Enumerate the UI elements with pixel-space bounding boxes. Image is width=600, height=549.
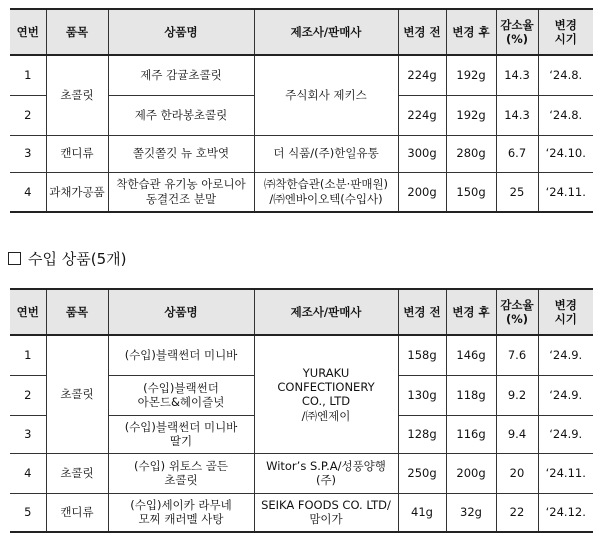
header-before: 변경 전 bbox=[398, 9, 446, 55]
section-title-text: 수입 상품(5개) bbox=[28, 250, 127, 268]
header-timing-line2: 시기 bbox=[554, 312, 577, 326]
cell-maker: 주식회사 제키스 bbox=[254, 55, 398, 135]
cell-rate: 14.3 bbox=[496, 95, 538, 135]
header-reduction bbox=[496, 289, 538, 335]
cell-maker bbox=[254, 335, 398, 453]
cell-before: 200g bbox=[398, 172, 446, 212]
cell-product-line2: 동결건조 분말 bbox=[145, 191, 217, 206]
header-product: 상품명 bbox=[108, 289, 254, 335]
cell-after: 116g bbox=[446, 415, 496, 453]
cell-before: 300g bbox=[398, 135, 446, 172]
cell-rate: 14.3 bbox=[496, 55, 538, 95]
cell-no: 2 bbox=[10, 375, 46, 415]
domestic-products-table bbox=[10, 8, 593, 213]
cell-maker bbox=[254, 172, 398, 212]
cell-maker-line2: /㈜엔바이오텍(수입사) bbox=[269, 191, 383, 206]
checkbox-icon bbox=[8, 252, 21, 265]
header-before: 변경 전 bbox=[398, 289, 446, 335]
header-no: 연번 bbox=[10, 9, 46, 55]
header-no: 연번 bbox=[10, 289, 46, 335]
cell-date: ‘24.8. bbox=[538, 55, 593, 95]
cell-after: 150g bbox=[446, 172, 496, 212]
table-row bbox=[10, 135, 593, 172]
cell-date: ‘24.11. bbox=[538, 453, 593, 493]
cell-date: ‘24.9. bbox=[538, 415, 593, 453]
header-after: 변경 후 bbox=[446, 289, 496, 335]
cell-before: 224g bbox=[398, 55, 446, 95]
cell-maker-line2: CO., LTD bbox=[301, 394, 351, 409]
cell-no: 3 bbox=[10, 415, 46, 453]
header-reduction-line2: (%) bbox=[505, 32, 529, 46]
cell-date: ‘24.9. bbox=[538, 375, 593, 415]
cell-rate: 6.7 bbox=[496, 135, 538, 172]
header-product: 상품명 bbox=[108, 9, 254, 55]
cell-product bbox=[108, 453, 254, 493]
cell-after: 118g bbox=[446, 375, 496, 415]
cell-product bbox=[108, 493, 254, 532]
cell-product-line2: 딸기 bbox=[169, 434, 193, 448]
cell-product bbox=[108, 375, 254, 415]
cell-rate: 20 bbox=[496, 453, 538, 493]
header-maker: 제조사/판매사 bbox=[254, 9, 398, 55]
cell-maker: 더 식품/(주)한일유통 bbox=[254, 135, 398, 172]
cell-no: 1 bbox=[10, 335, 46, 375]
cell-category: 캔디류 bbox=[46, 135, 108, 172]
header-reduction-line2: (%) bbox=[505, 312, 529, 326]
cell-before: 128g bbox=[398, 415, 446, 453]
cell-before: 250g bbox=[398, 453, 446, 493]
cell-product: 쫄깃쫄깃 뉴 호박엿 bbox=[108, 135, 254, 172]
cell-maker bbox=[254, 493, 398, 532]
table-row bbox=[10, 453, 593, 493]
cell-no: 5 bbox=[10, 493, 46, 532]
cell-after: 192g bbox=[446, 95, 496, 135]
header-maker: 제조사/판매사 bbox=[254, 289, 398, 335]
cell-date: ‘24.8. bbox=[538, 95, 593, 135]
header-reduction-line1: 감소율 bbox=[500, 297, 534, 312]
header-timing-line1: 변경 bbox=[554, 17, 577, 32]
cell-maker-line1: YURAKU CONFECTIONERY bbox=[277, 365, 375, 394]
cell-before: 130g bbox=[398, 375, 446, 415]
table-row bbox=[10, 55, 593, 95]
cell-date: ‘24.10. bbox=[538, 135, 593, 172]
cell-after: 200g bbox=[446, 453, 496, 493]
cell-product: 제주 감귤초콜릿 bbox=[108, 55, 254, 95]
header-timing bbox=[538, 289, 593, 335]
header-timing bbox=[538, 9, 593, 55]
cell-after: 280g bbox=[446, 135, 496, 172]
cell-product bbox=[108, 172, 254, 212]
header-reduction bbox=[496, 9, 538, 55]
cell-after: 146g bbox=[446, 335, 496, 375]
cell-product: (수입)블랙썬더 미니바 bbox=[108, 335, 254, 375]
header-category: 품목 bbox=[46, 289, 108, 335]
header-category: 품목 bbox=[46, 9, 108, 55]
header-reduction-line1: 감소율 bbox=[500, 17, 534, 32]
cell-before: 158g bbox=[398, 335, 446, 375]
cell-before: 41g bbox=[398, 493, 446, 532]
header-after: 변경 후 bbox=[446, 9, 496, 55]
cell-after: 192g bbox=[446, 55, 496, 95]
cell-date: ‘24.12. bbox=[538, 493, 593, 532]
table-header-row bbox=[10, 9, 593, 55]
cell-product-line1: (수입)블랙썬더 미니바 bbox=[124, 419, 238, 434]
cell-product-line2: 초콜릿 bbox=[164, 473, 198, 487]
cell-maker-line1: SEIKA FOODS CO. LTD/ bbox=[261, 497, 391, 512]
cell-rate: 9.2 bbox=[496, 375, 538, 415]
cell-category: 초콜릿 bbox=[46, 55, 108, 135]
cell-maker-line3: /㈜엔제이 bbox=[301, 408, 351, 423]
imported-products-table bbox=[10, 288, 593, 533]
cell-category: 캔디류 bbox=[46, 493, 108, 532]
cell-maker-line2: 맘이가 bbox=[309, 512, 343, 527]
cell-no: 4 bbox=[10, 453, 46, 493]
cell-product bbox=[108, 415, 254, 453]
cell-product-line2: 모찌 캐러멜 사탕 bbox=[138, 512, 224, 527]
cell-no: 4 bbox=[10, 172, 46, 212]
cell-product-line2: 아몬드&헤이즐넛 bbox=[137, 395, 225, 409]
header-timing-line1: 변경 bbox=[554, 297, 577, 312]
section-title bbox=[8, 248, 126, 269]
cell-rate: 9.4 bbox=[496, 415, 538, 453]
table-row bbox=[10, 335, 593, 375]
cell-after: 32g bbox=[446, 493, 496, 532]
cell-rate: 7.6 bbox=[496, 335, 538, 375]
cell-product: 제주 한라봉초콜릿 bbox=[108, 95, 254, 135]
cell-date: ‘24.9. bbox=[538, 335, 593, 375]
cell-product-line1: 착한습관 유기농 아로니아 bbox=[116, 177, 246, 192]
cell-rate: 25 bbox=[496, 172, 538, 212]
cell-maker: Witor’s S.P.A/성풍양행(주) bbox=[254, 453, 398, 493]
table-row bbox=[10, 493, 593, 532]
cell-category: 초콜릿 bbox=[46, 335, 108, 453]
cell-no: 3 bbox=[10, 135, 46, 172]
cell-no: 1 bbox=[10, 55, 46, 95]
cell-product-line1: (수입) 위토스 골든 bbox=[133, 458, 229, 473]
cell-category: 과채가공품 bbox=[46, 172, 108, 212]
header-timing-line2: 시기 bbox=[554, 32, 577, 46]
table-header-row bbox=[10, 289, 593, 335]
table-row bbox=[10, 172, 593, 212]
cell-product-line1: (수입)세이카 라무네 bbox=[130, 497, 232, 512]
cell-date: ‘24.11. bbox=[538, 172, 593, 212]
cell-rate: 22 bbox=[496, 493, 538, 532]
cell-category: 초콜릿 bbox=[46, 453, 108, 493]
cell-maker-line1: ㈜착한습관(소분·판매원) bbox=[263, 177, 389, 192]
cell-before: 224g bbox=[398, 95, 446, 135]
cell-product-line1: (수입)블랙썬더 bbox=[143, 380, 219, 395]
cell-no: 2 bbox=[10, 95, 46, 135]
